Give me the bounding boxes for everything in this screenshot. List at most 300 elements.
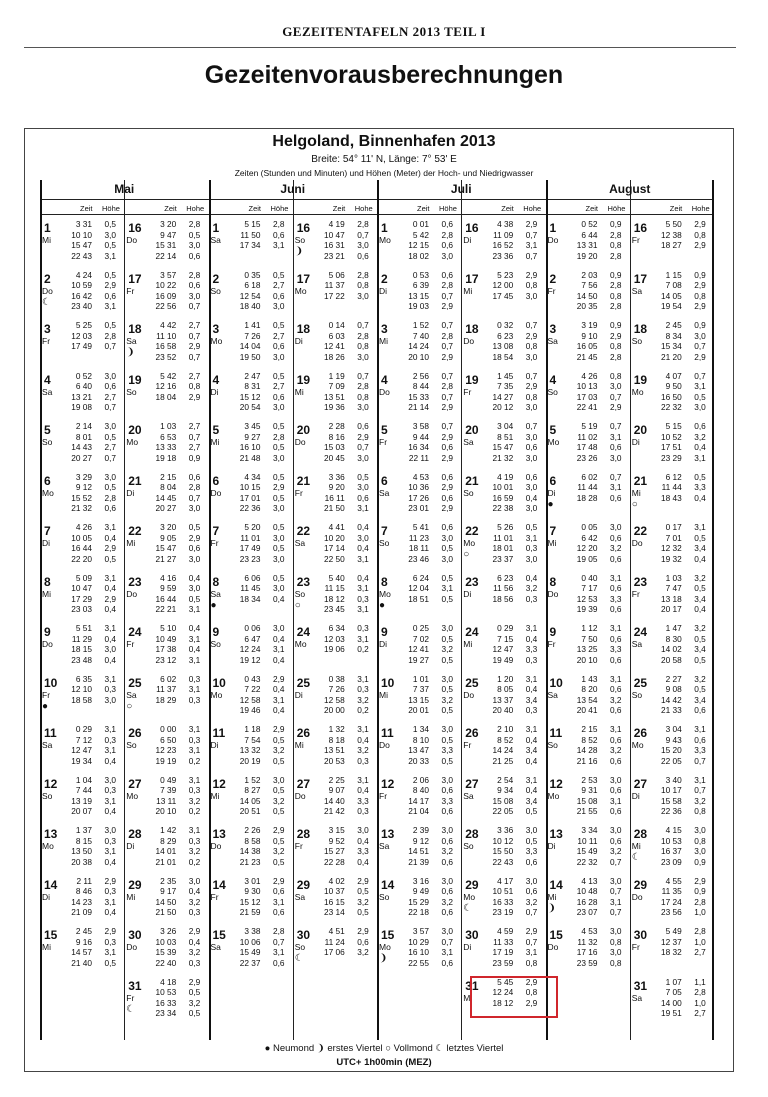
tide-time: 0 06	[244, 623, 261, 633]
tide-height: 0,6	[272, 957, 285, 968]
tide-height: 0,6	[357, 936, 369, 947]
day-number: 30	[465, 928, 479, 942]
weekday: Mi	[379, 689, 388, 700]
tide-time: 23 48	[71, 654, 92, 665]
tide-height: 3,0	[104, 825, 116, 835]
tide-height: 3,0	[441, 926, 453, 936]
tide-time: 0 01	[412, 219, 429, 229]
tide-height: 3,3	[525, 644, 538, 654]
weekday: So	[42, 437, 53, 447]
tide-height: 0,6	[609, 553, 622, 564]
day-number: 19	[296, 372, 311, 387]
tide-time: 13 21	[71, 391, 92, 402]
weekday: Do	[126, 588, 138, 599]
tide-time: 14 05	[239, 795, 261, 806]
tide-height: 2,9	[525, 219, 538, 229]
tide-height: 0,4	[272, 705, 285, 715]
tide-height: 2,7	[188, 370, 201, 381]
weekday: Sa	[379, 841, 390, 851]
tide-height: 0,6	[441, 785, 453, 795]
day-number: 26	[465, 726, 479, 740]
tide-time: 13 19	[71, 795, 92, 806]
tide-time: 0 25	[412, 623, 429, 633]
tide-time: 3 15	[328, 825, 345, 835]
day-number: 8	[381, 574, 388, 589]
tide-time: 12 41	[323, 341, 345, 351]
column-header-zeit: Zeit	[80, 204, 93, 213]
tide-height: 0,3	[104, 684, 116, 694]
day-cell	[461, 721, 545, 772]
tide-height: 0,8	[525, 987, 538, 997]
tide-height: 3,0	[525, 825, 538, 835]
tide-height: 3,0	[525, 553, 538, 564]
tide-time: 5 42	[412, 229, 429, 240]
tide-time: 21 33	[660, 705, 682, 715]
day-cell	[124, 216, 208, 267]
tide-time: 3 45	[244, 421, 261, 431]
day-number: 16	[465, 221, 479, 235]
tide-height: 0,4	[188, 644, 201, 654]
tide-height: 0,7	[357, 229, 369, 240]
tide-time: 13 50	[71, 846, 92, 856]
day-number: 7	[44, 524, 51, 538]
tide-time: 9 17	[160, 886, 177, 896]
tide-time: 17 03	[576, 391, 598, 402]
weekday: Fr	[631, 942, 640, 952]
tide-time: 17 49	[71, 341, 92, 351]
tide-height: 0,5	[104, 269, 116, 280]
tide-time: 3 20	[160, 522, 177, 532]
tide-time: 22 18	[408, 907, 429, 917]
tide-time: 3 40	[665, 774, 682, 785]
tide-height: 0,8	[525, 957, 538, 968]
tide-time: 16 31	[323, 240, 345, 250]
tide-time: 2 26	[244, 825, 261, 835]
tide-height: 3,0	[188, 240, 201, 250]
tide-time: 10 22	[155, 280, 177, 290]
day-number: 11	[549, 726, 563, 740]
day-cell	[546, 671, 630, 722]
tide-time: 4 53	[581, 926, 598, 936]
tide-height: 0,7	[188, 301, 201, 311]
moon-phase-icon: ☾	[126, 1003, 136, 1015]
tide-time: 19 46	[239, 705, 261, 715]
tide-time: 3 20	[160, 219, 177, 229]
weekday: So	[42, 790, 53, 801]
tide-height: 3,0	[188, 553, 201, 564]
tide-time: 19 32	[660, 553, 682, 564]
tide-height: 0,3	[104, 936, 116, 947]
tide-height: 2,8	[694, 987, 706, 997]
tide-time: 5 06	[328, 269, 345, 280]
tide-time: 8 20	[581, 684, 598, 694]
tide-height: 3,0	[441, 250, 453, 261]
tide-height: 2,9	[525, 330, 538, 341]
tide-height: 3,0	[525, 452, 538, 463]
tide-height: 3,0	[104, 471, 116, 482]
day-cell	[293, 368, 377, 419]
day-cell	[377, 216, 461, 267]
tide-time: 7 15	[497, 633, 514, 644]
tide-time: 9 49	[412, 886, 429, 896]
moon-phase-icon: ☾	[294, 953, 304, 964]
tide-time: 21 39	[408, 856, 429, 867]
day-cell	[546, 620, 630, 671]
tide-height: 3,0	[525, 290, 538, 301]
tide-height: 3,1	[694, 381, 706, 391]
tide-time: 5 26	[497, 522, 514, 532]
tide-height: 0,4	[272, 633, 285, 644]
tide-time: 2 54	[497, 774, 514, 785]
day-cell	[124, 368, 208, 419]
tide-time: 12 37	[660, 936, 682, 947]
tide-height: 3,2	[272, 745, 285, 755]
weekday: Di	[379, 285, 388, 296]
tide-height: 0,7	[609, 421, 622, 431]
day-cell	[124, 923, 208, 974]
day-number: 21	[465, 473, 479, 488]
tide-height: 0,8	[525, 341, 538, 351]
tide-height: 0,5	[357, 907, 369, 917]
tide-time: 9 08	[665, 684, 682, 694]
tide-time: 21 16	[576, 755, 598, 766]
tide-time: 4 17	[497, 875, 514, 886]
weekday: Sa	[126, 336, 137, 346]
tide-height: 0,7	[357, 320, 369, 330]
day-number: 10	[44, 675, 58, 690]
tide-height: 3,2	[694, 795, 706, 806]
tide-height: 0,6	[188, 471, 201, 482]
tide-time: 7 08	[665, 280, 682, 290]
column-header-hohe: Hohe	[523, 204, 542, 213]
tide-time: 1 01	[412, 673, 429, 684]
tide-height: 0,4	[525, 785, 538, 795]
day-number: 4	[44, 372, 51, 387]
tide-time: 15 58	[660, 795, 682, 806]
tide-grid	[40, 180, 714, 1040]
tide-height: 0,5	[525, 522, 538, 532]
tide-time: 13 15	[408, 694, 429, 705]
tide-time: 8 01	[75, 431, 92, 442]
tide-height: 0,3	[104, 835, 116, 846]
tide-time: 16 10	[239, 442, 261, 452]
tide-time: 14 50	[155, 896, 177, 907]
tide-height: 3,0	[188, 503, 201, 513]
column-header-hohe: Höhe	[270, 204, 289, 213]
tide-time: 15 33	[408, 391, 429, 402]
tide-height: 0,5	[188, 1008, 201, 1018]
tide-height: 3,3	[609, 593, 622, 604]
day-cell	[124, 519, 208, 570]
tide-height: 3,0	[609, 926, 622, 936]
tide-height: 2,8	[272, 926, 285, 936]
weekday: Fr	[463, 386, 472, 397]
day-number: 25	[128, 675, 142, 690]
tide-height: 2,7	[272, 280, 285, 290]
tide-height: 2,8	[694, 896, 706, 907]
tide-height: 1,0	[694, 936, 706, 947]
tide-time: 22 20	[71, 553, 92, 564]
tide-height: 0,6	[525, 471, 538, 482]
tide-height: 3,1	[357, 774, 369, 785]
day-number: 5	[212, 423, 220, 437]
tide-time: 4 42	[160, 320, 177, 330]
day-cell	[293, 721, 377, 772]
day-number: 27	[296, 776, 311, 791]
tide-height: 0,8	[694, 290, 706, 301]
tide-height: 2,8	[609, 229, 622, 240]
tide-height: 2,8	[188, 219, 201, 229]
tide-time: 19 03	[408, 301, 429, 311]
tide-height: 0,6	[441, 240, 453, 250]
tide-height: 2,9	[272, 673, 285, 684]
tide-height: 0,4	[104, 633, 116, 644]
tide-time: 10 36	[408, 482, 429, 492]
tide-height: 0,6	[441, 957, 453, 968]
day-number: 1	[381, 221, 388, 235]
tide-height: 0,6	[609, 755, 622, 766]
tide-height: 0,5	[525, 806, 538, 816]
tide-time: 1 47	[665, 623, 682, 633]
tide-time: 17 14	[323, 543, 345, 553]
tide-height: 2,8	[441, 280, 453, 290]
weekday: Mi	[210, 790, 220, 801]
tide-height: 3,0	[525, 875, 538, 886]
day-number: 2	[381, 271, 388, 286]
tide-height: 3,2	[609, 694, 622, 705]
tide-time: 7 50	[581, 633, 598, 644]
tide-time: 22 14	[155, 250, 177, 261]
day-cell	[40, 519, 124, 570]
weekday: Di	[547, 841, 556, 851]
day-cell	[461, 772, 545, 823]
tide-height: 0,9	[609, 320, 622, 330]
tide-height: 3,2	[694, 431, 706, 442]
tide-height: 0,2	[188, 856, 201, 867]
day-cell	[461, 620, 545, 671]
tide-time: 11 35	[661, 886, 682, 896]
day-cell	[630, 974, 714, 1025]
weekday: Fr	[210, 538, 219, 548]
tide-height: 0,8	[357, 391, 369, 402]
tide-time: 10 20	[323, 532, 345, 543]
tide-time: 18 54	[492, 351, 514, 362]
day-number: 8	[212, 574, 220, 589]
tide-time: 3 57	[160, 269, 177, 280]
day-cell	[461, 418, 545, 469]
tide-time: 11 01	[493, 532, 514, 543]
tide-time: 23 12	[155, 654, 177, 665]
tide-time: 9 20	[328, 482, 345, 492]
day-number: 21	[633, 473, 648, 488]
weekday: Mi	[126, 891, 136, 902]
tide-height: 0,3	[525, 543, 538, 553]
column-header-zeit: Zeit	[417, 204, 430, 213]
tide-time: 2 35	[160, 875, 177, 886]
tide-height: 0,4	[694, 553, 706, 564]
tide-time: 4 07	[665, 370, 682, 381]
tide-time: 6 35	[75, 673, 92, 684]
tide-time: 6 40	[75, 381, 92, 391]
tide-time: 9 30	[244, 886, 261, 896]
tide-height: 0,5	[272, 734, 285, 745]
tide-height: 3,1	[525, 623, 538, 633]
column-header-hohe: Hohe	[186, 204, 205, 213]
tide-height: 0,4	[525, 755, 538, 766]
day-number: 7	[381, 524, 388, 538]
tide-height: 3,2	[357, 694, 369, 705]
tide-time: 12 32	[660, 543, 682, 553]
day-number: 17	[296, 271, 311, 286]
tide-height: 3,4	[694, 543, 706, 553]
day-cell	[40, 923, 124, 974]
tide-height: 0,4	[525, 572, 538, 583]
tide-height: 0,3	[188, 673, 201, 684]
tide-height: 0,7	[188, 492, 201, 503]
weekday: Do	[126, 942, 138, 952]
tide-time: 3 58	[412, 421, 429, 431]
tide-height: 0,5	[357, 471, 369, 482]
tide-height: 0,3	[104, 886, 116, 896]
tide-height: 3,1	[104, 745, 116, 755]
tide-time: 3 01	[244, 875, 261, 886]
day-cell	[546, 721, 630, 772]
tide-height: 0,6	[525, 856, 538, 867]
tide-height: 0,7	[694, 341, 706, 351]
tide-height: 3,1	[357, 633, 369, 644]
tide-height: 0,2	[357, 705, 369, 715]
month-name: August	[609, 182, 651, 196]
tide-height: 2,8	[104, 492, 116, 503]
tide-height: 0,5	[104, 240, 116, 250]
day-number: 11	[212, 726, 226, 740]
weekday: Mo	[294, 285, 307, 296]
day-cell	[209, 671, 293, 722]
tide-time: 14 38	[239, 846, 261, 856]
tide-height: 3,1	[272, 240, 285, 250]
weekday: Sa	[547, 336, 558, 346]
tide-height: 0,6	[441, 442, 453, 452]
tide-time: 23 07	[576, 907, 598, 917]
tide-time: 17 26	[408, 492, 429, 503]
tide-height: 0,3	[357, 684, 369, 694]
tide-height: 0,6	[609, 654, 622, 665]
tide-height: 3,1	[609, 724, 622, 734]
tide-height: 0,6	[609, 492, 622, 503]
tide-height: 0,4	[104, 583, 116, 593]
tide-height: 3,2	[441, 644, 453, 654]
tide-time: 11 37	[156, 684, 177, 694]
tide-height: 3,0	[104, 370, 116, 381]
weekday: Mo	[547, 790, 560, 801]
day-cell	[40, 822, 124, 873]
weekday: Do	[42, 285, 53, 296]
weekday: Mi	[42, 235, 51, 245]
weekday: Mo	[126, 790, 139, 801]
month-name: Mai	[114, 182, 135, 196]
day-number: 17	[128, 271, 142, 286]
day-number: 19	[128, 372, 142, 387]
day-cell	[630, 671, 714, 722]
tide-height: 0,3	[525, 593, 538, 604]
tide-time: 10 12	[492, 835, 514, 846]
tide-time: 15 49	[239, 947, 261, 957]
tide-height: 0,3	[357, 755, 369, 766]
day-cell	[293, 923, 377, 974]
column-header-zeit: Zeit	[164, 204, 177, 213]
tide-time: 5 25	[75, 320, 92, 330]
tide-height: 3,3	[441, 795, 453, 806]
tide-time: 10 47	[71, 583, 92, 593]
tide-time: 1 42	[160, 825, 177, 835]
day-number: 20	[128, 423, 142, 437]
day-number: 20	[465, 423, 479, 437]
day-cell	[293, 216, 377, 267]
tide-height: 3,1	[609, 623, 622, 633]
tide-height: 3,1	[188, 684, 201, 694]
tide-time: 0 14	[328, 320, 345, 330]
tide-height: 2,8	[694, 926, 706, 936]
day-number: 14	[44, 877, 58, 892]
tide-time: 0 49	[160, 774, 177, 785]
tide-height: 0,8	[609, 290, 622, 301]
weekday: Mi	[463, 639, 473, 649]
tide-time: 12 38	[660, 229, 682, 240]
day-number: 2	[212, 271, 220, 286]
day-number: 9	[212, 625, 220, 639]
tide-time: 0 43	[244, 673, 261, 684]
day-number: 6	[44, 473, 51, 488]
day-cell	[293, 772, 377, 823]
tide-height: 0,6	[609, 684, 622, 694]
tide-time: 20 10	[576, 654, 598, 665]
tide-time: 7 26	[244, 330, 261, 341]
day-number: 1	[44, 221, 51, 235]
day-cell	[209, 216, 293, 267]
weekday: Di	[463, 588, 472, 599]
tide-height: 0,5	[104, 320, 116, 330]
tide-height: 0,7	[441, 370, 453, 381]
tide-height: 2,8	[609, 301, 622, 311]
tide-time: 22 36	[239, 503, 261, 513]
tide-time: 11 01	[240, 532, 261, 543]
tide-time: 21 59	[239, 907, 261, 917]
day-cell	[546, 873, 630, 924]
tide-height: 0,4	[104, 806, 116, 816]
tide-height: 0,6	[441, 219, 453, 229]
day-cell	[630, 317, 714, 368]
tide-time: 17 38	[155, 644, 177, 654]
tide-height: 0,3	[104, 785, 116, 795]
day-cell	[209, 721, 293, 772]
tide-height: 0,4	[104, 755, 116, 766]
weekday: Mo	[294, 639, 307, 649]
day-cell	[124, 469, 208, 520]
tide-height: 0,6	[272, 229, 285, 240]
tide-time: 20 27	[155, 503, 177, 513]
tide-time: 4 53	[412, 471, 429, 482]
weekday: Mi	[631, 841, 641, 851]
tide-time: 20 45	[323, 452, 345, 463]
weekday: Do	[379, 386, 390, 397]
tide-time: 9 44	[412, 431, 429, 442]
tide-time: 14 00	[660, 997, 682, 1008]
day-cell	[377, 620, 461, 671]
tide-height: 0,7	[694, 755, 706, 766]
tide-height: 3,0	[525, 351, 538, 362]
day-number: 24	[465, 625, 479, 639]
day-number: 22	[633, 524, 648, 538]
